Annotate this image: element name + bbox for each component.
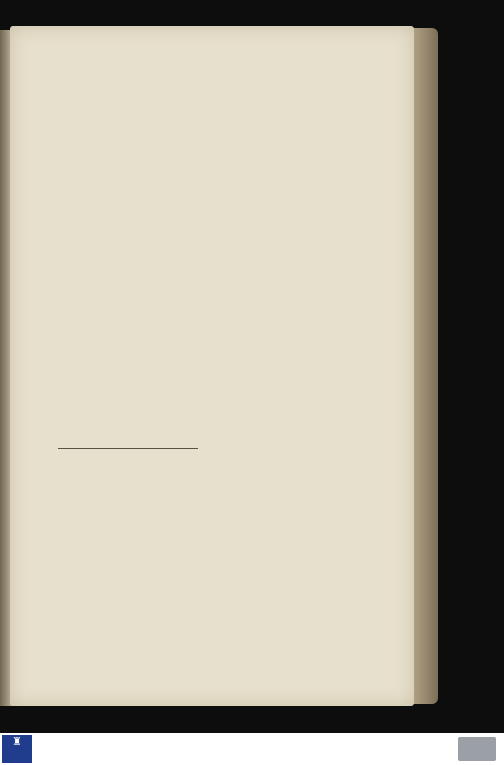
dfg-logo[interactable]	[458, 737, 496, 761]
viewer-footer	[0, 733, 504, 765]
institution-logo[interactable]	[2, 735, 32, 763]
book-page	[10, 26, 414, 706]
running-head	[47, 98, 373, 118]
institution-emblem-icon: ♜	[12, 735, 22, 748]
footnote-rule	[58, 448, 198, 449]
